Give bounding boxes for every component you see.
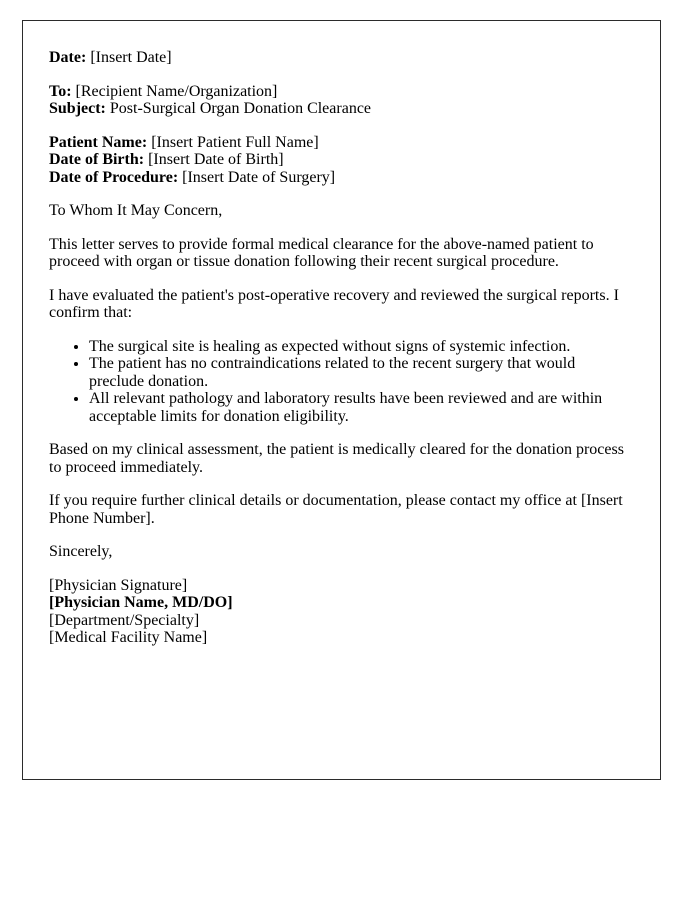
bullet-item-contraindications: • The patient has no contraindications related to the recent surgery that would preclude donation. [89,355,634,390]
body-paragraph-contact: If you require further clinical details or documentation, please contact my office at [Insert Phone Number]. [49,492,623,527]
dob-label: Date of Birth: [49,151,145,168]
dob-value: [Insert Date of Birth] [148,151,284,168]
patient-info-block [49,134,634,187]
to-value: [Recipient Name/Organization] [75,82,278,100]
medical-facility-placeholder: [Medical Facility Name] [49,629,208,646]
date-line [49,49,634,67]
body-paragraph-evaluation: I have evaluated the patient's post-operative recovery and reviewed the surgical reports. I confirm that: [49,286,619,321]
physician-signature-placeholder: [Physician Signature] [49,576,188,594]
letter-page [22,20,661,780]
body-paragraph-clearance: This letter serves to provide formal medical clearance for the above-named patient to proceed with organ or tissue donation following their recent surgical procedure. [49,235,594,270]
closing: Sincerely, [49,543,113,560]
procedure-date-label: Date of Procedure: [49,168,179,186]
subject-value: Post-Surgical Organ Donation Clearance [109,100,372,117]
subject-label: Subject: [49,100,106,117]
procedure-date-value: [Insert Date of Surgery] [182,168,336,186]
bullet-item-surgical-site: • The surgical site is healing as expected without signs of systemic infection. [89,338,634,356]
date-value: [Insert Date] [90,49,172,66]
physician-name-placeholder: [Physician Name, MD/DO] [49,594,233,611]
department-specialty-placeholder: [Department/Specialty] [49,611,200,629]
signature-block [49,577,634,647]
patient-name-value: [Insert Patient Full Name] [151,133,319,151]
body-paragraph-assessment: Based on my clinical assessment, the patient is medically cleared for the donation process to proceed immediately. [49,441,624,476]
salutation: To Whom It May Concern, [49,202,223,219]
confirmation-bullet-list [49,338,634,426]
patient-name-label: Patient Name: [49,133,148,151]
bullet-item-pathology-results: • All relevant pathology and laboratory results have been reviewed and are within acceptable limits for donation eligibility. [89,390,634,425]
to-label: To: [49,82,72,100]
date-label: Date: [49,49,87,66]
recipient-subject-block [49,83,634,118]
